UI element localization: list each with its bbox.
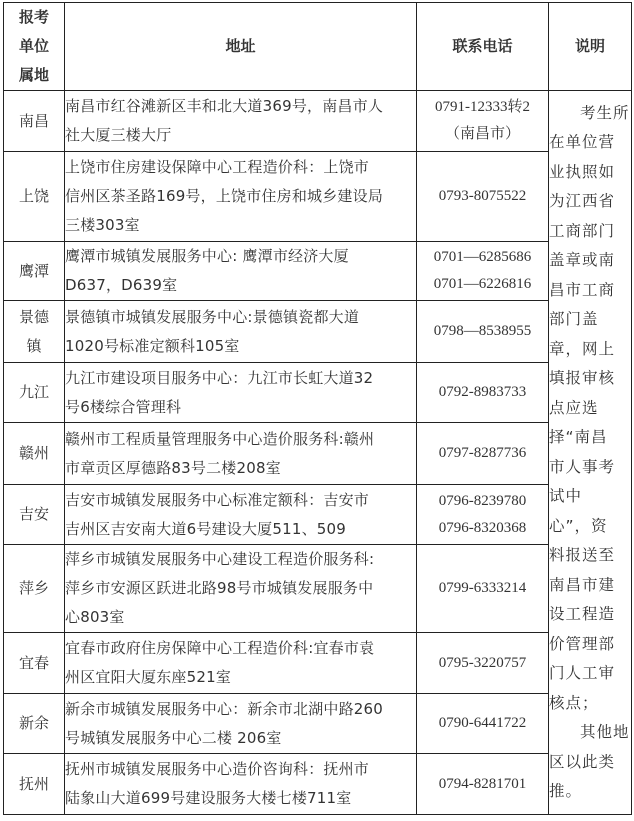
table-row xyxy=(4,754,632,815)
header-address: 地址 xyxy=(65,3,417,91)
region-cell: 萍乡 xyxy=(4,545,65,633)
table-row xyxy=(4,545,632,633)
phone-cell: 0791-12333转2 （南昌市） xyxy=(417,91,549,152)
table-row xyxy=(4,485,632,545)
table-row xyxy=(4,363,632,423)
table-row xyxy=(4,242,632,301)
address-cell: 萍乡市城镇发展服务中心建设工程造价服务科: 萍乡市安源区跃进北路98号市城镇发展服务中 心803室 xyxy=(65,545,417,633)
address-cell: 上饶市住房建设保障中心工程造价科：上饶市 信州区茶圣路169号，上饶市住房和城乡建设局 三楼303室 xyxy=(65,152,417,242)
address-cell: 赣州市工程质量管理服务中心造价服务科:赣州 市章贡区厚德路83号二楼208室 xyxy=(65,423,417,485)
exam-registration-table xyxy=(3,2,632,815)
phone-cell: 0797-8287736 xyxy=(417,423,549,485)
phone-cell: 0790-6441722 xyxy=(417,694,549,754)
address-cell: 九江市建设项目服务中心：九江市长虹大道32 号6楼综合管理科 xyxy=(65,363,417,423)
address-cell: 新余市城镇发展服务中心：新余市北湖中路260 号城镇发展服务中心二楼 206室 xyxy=(65,694,417,754)
address-cell: 抚州市城镇发展服务中心造价咨询科：抚州市 陆象山大道699号建设服务大楼七楼711室 xyxy=(65,754,417,815)
region-cell: 九江 xyxy=(4,363,65,423)
region-cell: 吉安 xyxy=(4,485,65,545)
phone-cell: 0793-8075522 xyxy=(417,152,549,242)
table-row xyxy=(4,301,632,363)
table-row xyxy=(4,633,632,694)
address-cell: 鹰潭市城镇发展服务中心: 鹰潭市经济大厦 D637，D639室 xyxy=(65,242,417,301)
table-row xyxy=(4,152,632,242)
region-cell: 赣州 xyxy=(4,423,65,485)
header-note: 说明 xyxy=(549,3,632,91)
note-cell: 考生所 在单位营 业执照如 为江西省 工商部门 盖章或南 昌市工商 部门盖 章，网上 填报审核 点应选 择“南昌 市人事考 试中 心”，资 料报送至 南昌市建 设工程造 价管理部 门人工审 核点； 其他地 区以此类 推。 xyxy=(549,91,632,815)
region-cell: 上饶 xyxy=(4,152,65,242)
region-cell: 鹰潭 xyxy=(4,242,65,301)
phone-cell: 0792-8983733 xyxy=(417,363,549,423)
region-cell: 景德 镇 xyxy=(4,301,65,363)
region-cell: 抚州 xyxy=(4,754,65,815)
address-cell: 吉安市城镇发展服务中心标准定额科：吉安市 吉州区吉安南大道6号建设大厦511、509 xyxy=(65,485,417,545)
address-cell: 宜春市政府住房保障中心工程造价科:宜春市袁 州区宜阳大厦东座521室 xyxy=(65,633,417,694)
region-cell: 新余 xyxy=(4,694,65,754)
address-cell: 南昌市红谷滩新区丰和北大道369号，南昌市人 社大厦三楼大厅 xyxy=(65,91,417,152)
table-row xyxy=(4,694,632,754)
phone-cell: 0796-8239780 0796-8320368 xyxy=(417,485,549,545)
phone-cell: 0798—8538955 xyxy=(417,301,549,363)
region-cell: 宜春 xyxy=(4,633,65,694)
table-row xyxy=(4,91,632,152)
phone-cell: 0701—6285686 0701—6226816 xyxy=(417,242,549,301)
phone-cell: 0799-6333214 xyxy=(417,545,549,633)
header-row xyxy=(4,3,632,91)
header-region: 报考 单位 属地 xyxy=(4,3,65,91)
header-phone: 联系电话 xyxy=(417,3,549,91)
phone-cell: 0795-3220757 xyxy=(417,633,549,694)
phone-cell: 0794-8281701 xyxy=(417,754,549,815)
region-cell: 南昌 xyxy=(4,91,65,152)
address-cell: 景德镇市城镇发展服务中心:景德镇瓷都大道 1020号标准定额科105室 xyxy=(65,301,417,363)
table-row xyxy=(4,423,632,485)
